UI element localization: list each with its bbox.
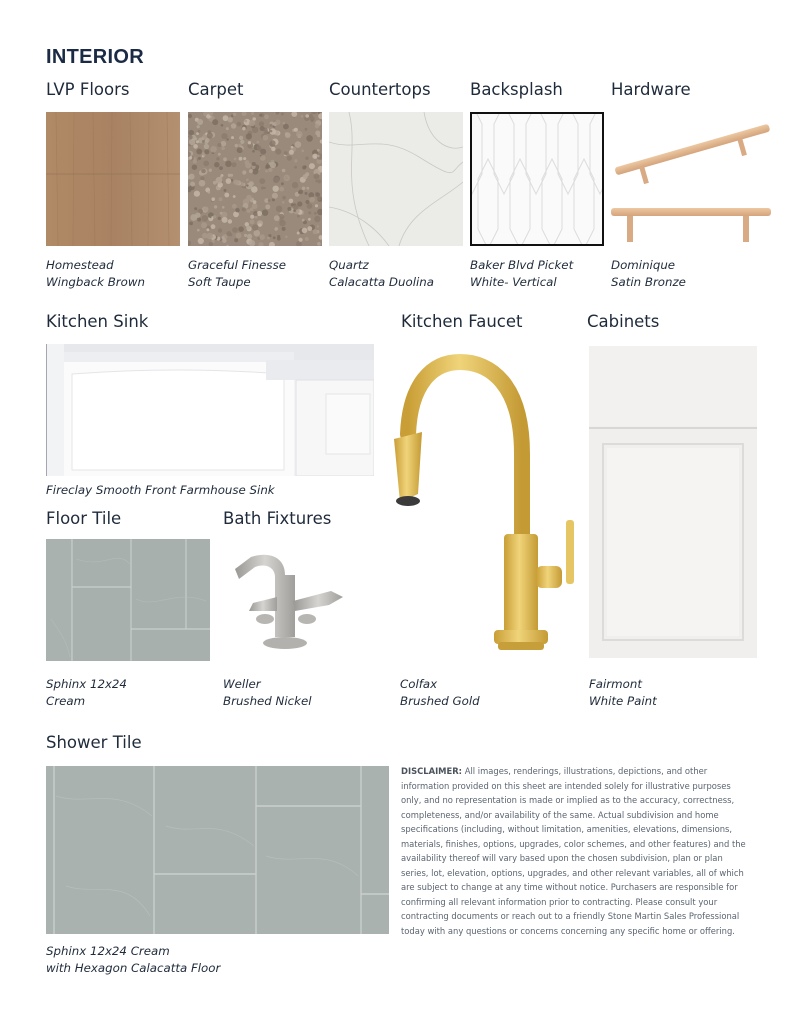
countertops-line1: Quartz [329, 258, 369, 272]
kitchen-faucet-line2: Brushed Gold [400, 694, 480, 708]
floor-tile-line2: Cream [46, 694, 86, 708]
disclaimer [401, 764, 749, 938]
lvp-floor-caption [46, 257, 145, 291]
shower-tile-swatch [46, 766, 389, 934]
bath-fixtures-line1: Weller [223, 677, 261, 691]
kitchen-faucet-image [380, 344, 585, 660]
cabinets-header: Cabinets [587, 312, 660, 331]
carpet-line2: Soft Taupe [188, 275, 251, 289]
kitchen-sink-caption: Fireclay Smooth Front Farmhouse Sink [46, 483, 275, 497]
bath-fixtures-line2: Brushed Nickel [223, 694, 312, 708]
floor-tile-caption [46, 676, 127, 710]
carpet-caption [188, 257, 286, 291]
backsplash-line2: White- Vertical [470, 275, 557, 289]
hardware-caption [611, 257, 686, 291]
page-title: INTERIOR [46, 46, 144, 68]
shower-tile-caption [46, 943, 220, 977]
hardware-line2: Satin Bronze [611, 275, 686, 289]
shower-tile-header: Shower Tile [46, 733, 142, 752]
quartz-swatch [329, 112, 463, 246]
cabinet-door-image [589, 346, 757, 658]
lvp-floor-line2: Wingback Brown [46, 275, 145, 289]
cabinets-caption [589, 676, 657, 710]
lvp-floor-swatch [46, 112, 180, 246]
shower-tile-line2: with Hexagon Calacatta Floor [46, 961, 221, 975]
farmhouse-sink-image [46, 344, 374, 476]
backsplash-line1: Baker Blvd Picket [470, 258, 574, 272]
kitchen-faucet-caption [400, 676, 480, 710]
kitchen-sink-header: Kitchen Sink [46, 312, 149, 331]
hardware-pulls-swatch [611, 112, 771, 246]
lvp-floors-header: LVP Floors [46, 80, 130, 99]
cabinets-line2: White Paint [589, 694, 657, 708]
hardware-line1: Dominique [611, 258, 676, 272]
disclaimer-label: DISCLAIMER: [401, 766, 463, 776]
carpet-header: Carpet [188, 80, 244, 99]
countertops-header: Countertops [329, 80, 431, 99]
bath-fixtures-header: Bath Fixtures [223, 509, 332, 528]
backsplash-swatch [470, 112, 604, 246]
carpet-swatch [188, 112, 322, 246]
shower-tile-line1: Sphinx 12x24 Cream [46, 944, 170, 958]
kitchen-faucet-line1: Colfax [400, 677, 438, 691]
hardware-header: Hardware [611, 80, 691, 99]
bath-faucet-image [225, 545, 355, 657]
backsplash-caption [470, 257, 573, 291]
carpet-line1: Graceful Finesse [188, 258, 286, 272]
floor-tile-line1: Sphinx 12x24 [46, 677, 127, 691]
countertops-line2: Calacatta Duolina [329, 275, 434, 289]
countertops-caption [329, 257, 434, 291]
lvp-floor-line1: Homestead [46, 258, 114, 272]
floor-tile-swatch [46, 539, 210, 661]
cabinets-line1: Fairmont [589, 677, 642, 691]
bath-fixtures-caption [223, 676, 312, 710]
floor-tile-header: Floor Tile [46, 509, 122, 528]
backsplash-header: Backsplash [470, 80, 563, 99]
kitchen-faucet-header: Kitchen Faucet [401, 312, 523, 331]
disclaimer-text: All images, renderings, illustrations, depictions, and other information provided on this sheet are intended solely for illustrative purposes only, and no representation is made or implied as to the accuracy, correctness, completeness, and/or availability of the same. Actual subdivision and home specifications (including, without limitation, amenities, elevations, dimensions, materials, finishes, options, upgrades, color schemes, and other features) and the availability thereof will vary based upon the chosen subdivision, plan or plan series, lot, elevation, options, upgrades, and other relevant variables, all of which are subject to change at any time without notice. Purchasers are responsible for confirming all relevant information prior to contracting. Please consult your contracting documents or reach out to a friendly Stone Martin Sales Professional today with any questions or concerns concerning any specific home or offering. [401, 766, 746, 936]
